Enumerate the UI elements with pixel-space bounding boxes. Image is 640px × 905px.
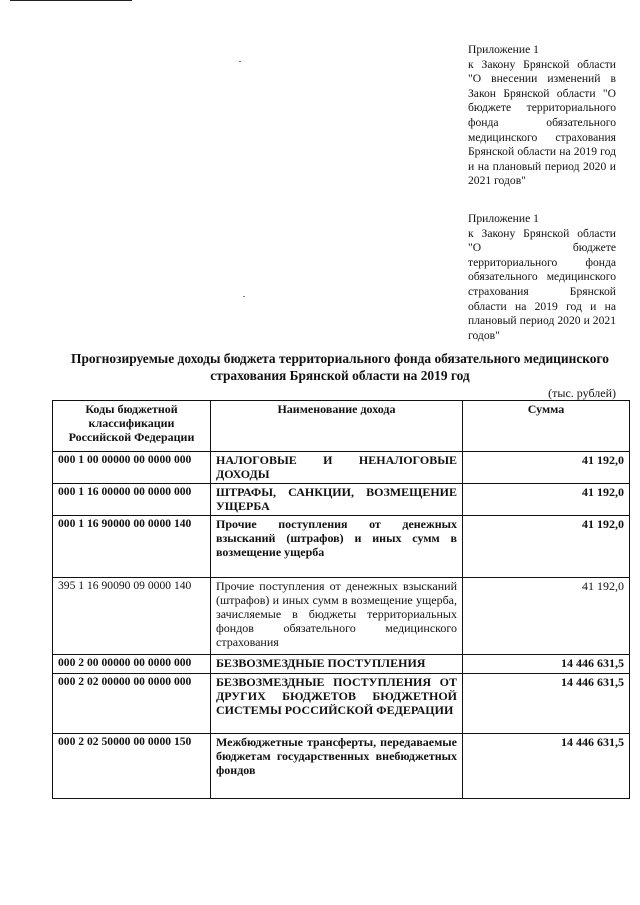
row-sum: 14 446 631,5 — [463, 674, 630, 734]
row-name: Межбюджетные трансферты, передаваемые бюджетам государственных внебюджетных фондов — [211, 734, 463, 799]
header-name: Наименование дохода — [211, 401, 463, 452]
appendix-heading: Приложение 1 — [468, 43, 539, 56]
row-code: 000 1 16 00000 00 0000 000 — [53, 484, 211, 516]
table-row — [53, 484, 630, 516]
table-row — [53, 452, 630, 484]
appendix-note-original — [468, 212, 616, 343]
row-name: БЕЗВОЗМЕЗДНЫЕ ПОСТУПЛЕНИЯ ОТ ДРУГИХ БЮДЖЕТОВ БЮДЖЕТНОЙ СИСТЕМЫ РОССИЙСКОЙ ФЕДЕРАЦИИ — [211, 674, 463, 734]
appendix-text: к Закону Брянской области "О внесении изменений в Закон Брянской области "О бюджете территориального фонда обязательного медицинского страхования Брянской области на 2019 год и на плановый период 2020 и 2021 годов" — [468, 57, 616, 188]
row-sum: 41 192,0 — [463, 516, 630, 578]
table-row — [53, 578, 630, 655]
row-code: 000 1 16 90000 00 0000 140 — [53, 516, 211, 578]
document-title — [40, 350, 640, 384]
table-row — [53, 516, 630, 578]
header-code: Коды бюджетной классификации Российской Федерации — [53, 401, 211, 452]
row-name: ШТРАФЫ, САНКЦИИ, ВОЗМЕЩЕНИЕ УЩЕРБА — [211, 484, 463, 516]
row-code: 000 1 00 00000 00 0000 000 — [53, 452, 211, 484]
table-header-row — [53, 401, 630, 452]
appendix-note-amendment — [468, 43, 616, 189]
table-row — [53, 674, 630, 734]
revenue-table — [52, 400, 630, 799]
row-code: 000 2 02 00000 00 0000 000 — [53, 674, 211, 734]
appendix-text: к Закону Брянской области "О бюджете территориального фонда обязательного медицинского страхования Брянской области на 2019 год и на плановый период 2020 и 2021 годов" — [468, 226, 616, 342]
row-name: НАЛОГОВЫЕ И НЕНАЛОГОВЫЕ ДОХОДЫ — [211, 452, 463, 484]
row-name: БЕЗВОЗМЕЗДНЫЕ ПОСТУПЛЕНИЯ — [211, 655, 463, 674]
row-code: 000 2 00 00000 00 0000 000 — [53, 655, 211, 674]
row-sum: 41 192,0 — [463, 484, 630, 516]
appendix-heading: Приложение 1 — [468, 212, 539, 225]
row-sum: 41 192,0 — [463, 452, 630, 484]
row-name: Прочие поступления от денежных взысканий (штрафов) и иных сумм в возмещение ущерба, зачисляемые в бюджеты территориальных фондов обязательного медицинского страхования — [211, 578, 463, 655]
title-line-2: страхования Брянской области на 2019 год — [210, 368, 470, 383]
scan-speck — [243, 296, 245, 297]
title-line-1: Прогнозируемые доходы бюджета территориального фонда обязательного медицинского — [71, 351, 609, 366]
row-sum: 14 446 631,5 — [463, 655, 630, 674]
row-code: 395 1 16 90090 09 0000 140 — [53, 578, 211, 655]
row-code: 000 2 02 50000 00 0000 150 — [53, 734, 211, 799]
row-sum: 14 446 631,5 — [463, 734, 630, 799]
units-note: (тыс. рублей) — [548, 386, 616, 400]
table-row — [53, 734, 630, 799]
table-row — [53, 655, 630, 674]
row-sum: 41 192,0 — [463, 578, 630, 655]
scan-speck — [239, 61, 241, 62]
row-name: Прочие поступления от денежных взысканий (штрафов) и иных сумм в возмещение ущерба — [211, 516, 463, 578]
header-sum: Сумма — [463, 401, 630, 452]
top-rule — [10, 0, 132, 1]
